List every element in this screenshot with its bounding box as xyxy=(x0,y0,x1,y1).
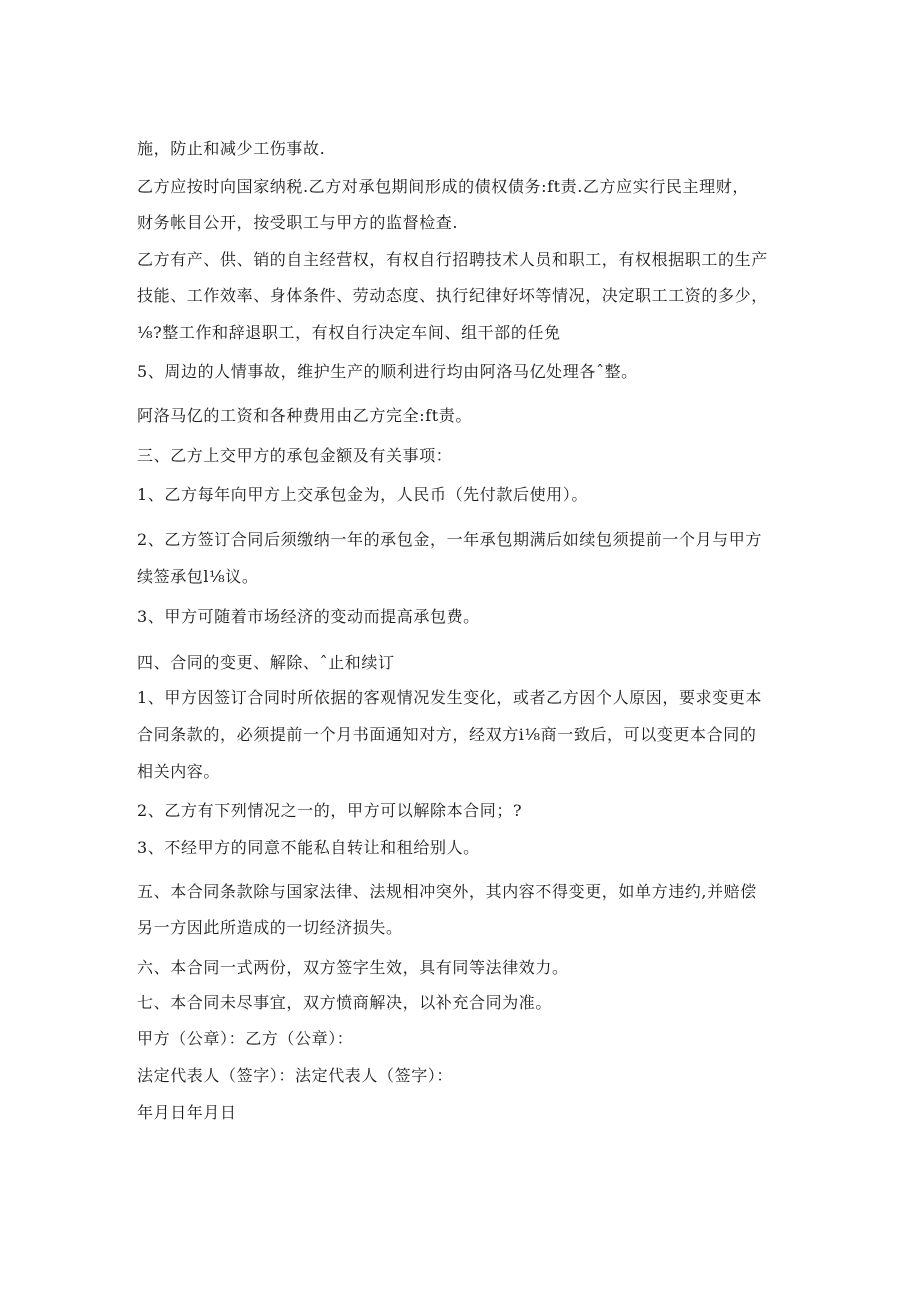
text-line: 3、不经甲方的同意不能私自转让和租给别人。 xyxy=(137,838,480,857)
text-line: 乙方有产、供、销的自主经营权，有权自行招聘技术人员和职工，有权根据职工的生产 xyxy=(137,250,768,269)
text-line: ⅛?整工作和辞退职工，有权自行决定车间、组干部的任免 xyxy=(137,323,561,342)
text-line: 四、合同的变更、解除、ˆ止和续订 xyxy=(137,653,395,672)
text-line: 阿洛马亿的工资和各种费用由乙方完全:ft责。 xyxy=(137,406,472,425)
text-line: 2、乙方有下列情况之一的，甲方可以解除本合同；? xyxy=(137,801,523,820)
text-line: 另一方因此所造成的一切经济损失。 xyxy=(137,918,403,937)
text-line: 六、本合同一式两份，双方签字生效，具有同等法律效力。 xyxy=(137,958,569,977)
text-line: 财务帐目公开，按受职工与甲方的监督检查. xyxy=(137,213,459,232)
text-line: 施，防止和减少工伤事故. xyxy=(137,139,326,158)
text-line: 合同条款的，必须提前一个月书面通知对方，经双方i⅛商一致后，可以变更本合同的 xyxy=(137,725,757,744)
text-line: 三、乙方上交甲方的承包金额及有关事项： xyxy=(137,446,453,465)
text-line: 1、甲方因签订合同时所依据的客观情况发生变化，或者乙方因个人原因，要求变更本 xyxy=(137,688,762,707)
text-line: 3、甲方可随着市场经济的变动而提高承包费。 xyxy=(137,607,480,626)
text-line: 技能、工作效率、身体条件、劳动态度、执行纪律好坏等情况，决定职工工资的多少， xyxy=(137,286,768,305)
text-line: 相关内容。 xyxy=(137,762,221,781)
text-line: 七、本合同未尽事宜，双方愤商解决，以补充合同为准。 xyxy=(137,993,553,1012)
text-line: 续签承包l⅛议。 xyxy=(137,567,259,586)
signature-line-representative: 法定代表人（签字）：法定代表人（签字）： xyxy=(137,1066,454,1085)
text-line: 1、乙方每年向甲方上交承包金为，人民币（先付款后使用）。 xyxy=(137,485,588,504)
text-line: 乙方应按时向国家纳税.乙方对承包期间形成的债权债务:ft责.乙方应实行民主理财， xyxy=(137,177,749,196)
text-line: 5、周边的人情事故，维护生产的顺利进行均由阿洛马亿处理各ˆ整。 xyxy=(137,362,638,381)
text-line: 2、乙方签订合同后须缴纳一年的承包金，一年承包期满后如续包须提前一个月与甲方 xyxy=(137,530,762,549)
signature-line-date: 年月日年月日 xyxy=(137,1103,237,1122)
text-line: 五、本合同条款除与国家法律、法规相冲突外，其内容不得变更，如单方违约,并赔偿 xyxy=(137,882,757,901)
signature-line-seal: 甲方（公章）：乙方（公章）： xyxy=(137,1029,354,1048)
